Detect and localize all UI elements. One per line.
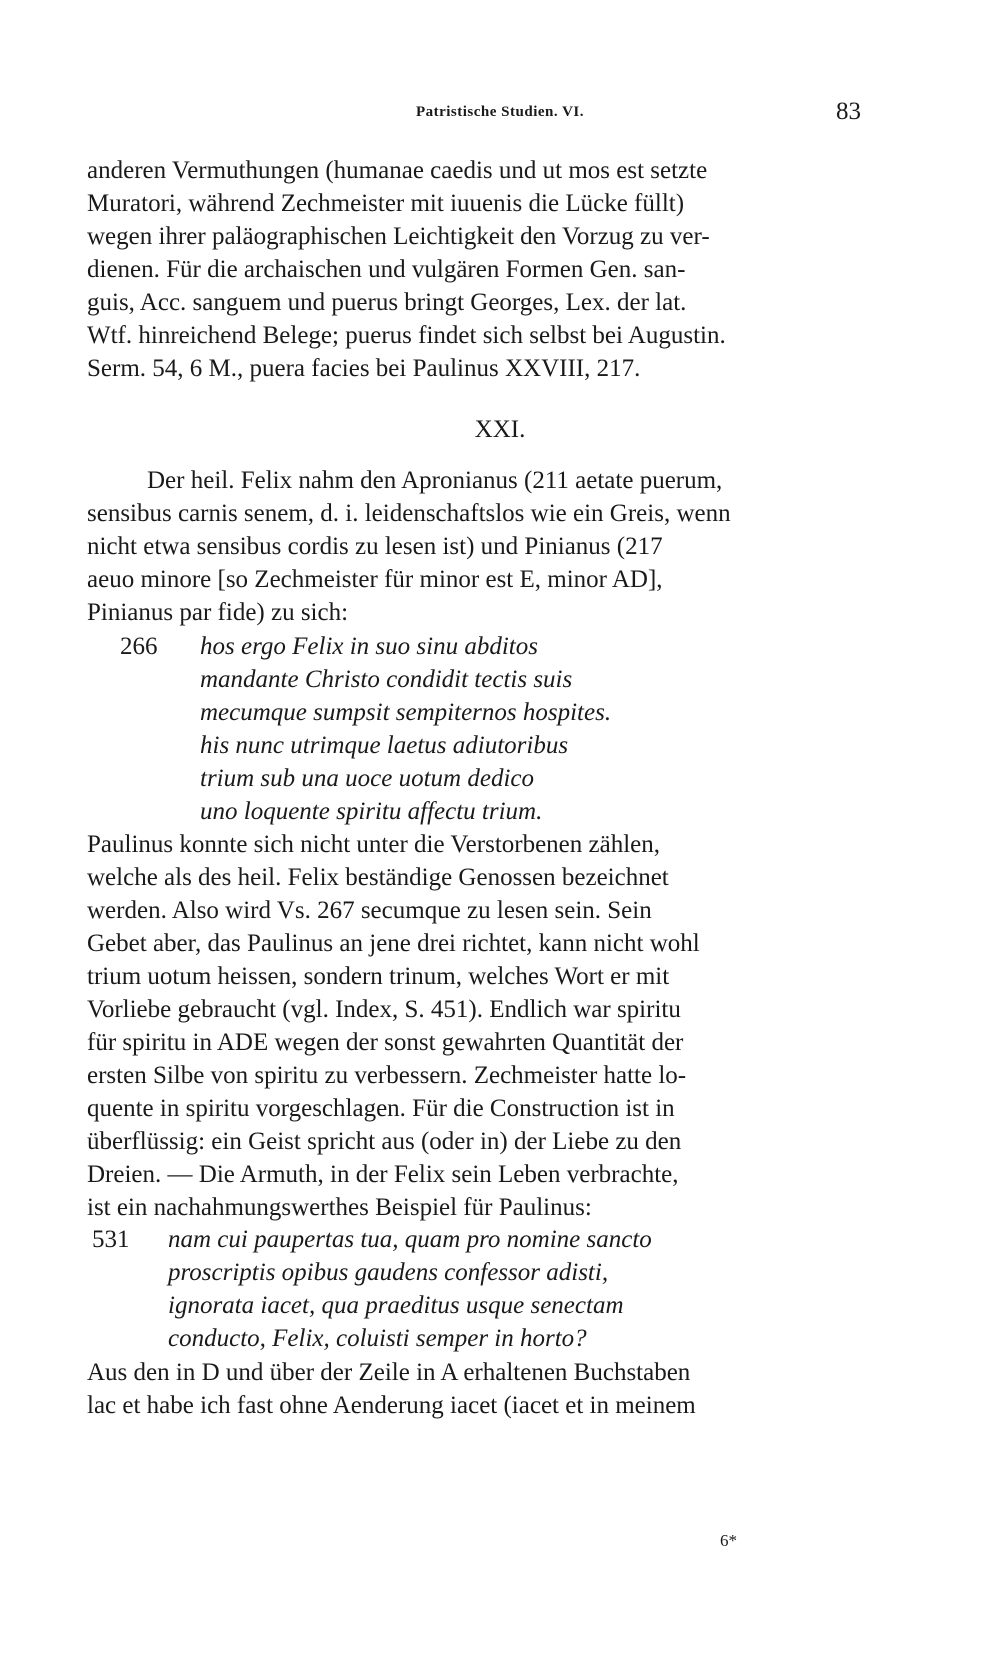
text-line: ersten Silbe von spiritu zu verbessern. Zechmeister hatte lo- <box>87 1062 687 1089</box>
text-line: nicht etwa sensibus cordis zu lesen ist) und Pinianus (217 <box>87 533 663 560</box>
paragraph-3 <box>87 828 841 1224</box>
text-line: Der heil. Felix nahm den Apronianus (211 aetate puerum, <box>147 467 723 494</box>
verse-line: proscriptis opibus gaudens confessor adisti, <box>168 1259 609 1286</box>
text-line: Aus den in D und über der Zeile in A erhaltenen Buchstaben <box>87 1359 691 1386</box>
verse-block-2 <box>92 1223 652 1355</box>
section-heading: XXI. <box>474 416 526 443</box>
text-line: guis, Acc. sanguem und puerus bringt Georges, Lex. der lat. <box>87 289 687 316</box>
verse-block-1 <box>120 630 611 828</box>
signature-mark: 6* <box>720 1531 737 1550</box>
verse-line: mecumque sumpsit sempiternos hospites. <box>200 699 612 726</box>
text-line: sensibus carnis senem, d. i. leidenschaftslos wie ein Greis, wenn <box>87 500 731 527</box>
text-line: Dreien. — Die Armuth, in der Felix sein Leben verbrachte, <box>87 1161 679 1188</box>
text-line: Muratori, während Zechmeister mit iuuenis die Lücke füllt) <box>87 190 685 217</box>
text-line: Paulinus konnte sich nicht unter die Verstorbenen zählen, <box>87 831 661 858</box>
text-line: Pinianus par fide) zu sich: <box>87 599 349 626</box>
verse-line: trium sub una uoce uotum dedico <box>200 765 534 792</box>
paragraph-4 <box>87 1356 841 1422</box>
running-title: Patristische Studien. VI. <box>415 104 585 120</box>
verse-line: his nunc utrimque laetus adiutoribus <box>200 732 569 759</box>
verse-line: uno loquente spiritu affectu trium. <box>200 798 543 825</box>
verse-line: nam cui paupertas tua, quam pro nomine sancto <box>168 1226 652 1253</box>
paragraph-1 <box>87 154 841 385</box>
verse-line: ignorata iacet, qua praeditus usque senectam <box>168 1292 624 1319</box>
page-number: 83 <box>836 98 861 125</box>
text-line: Vorliebe gebraucht (vgl. Index, S. 451). Endlich war spiritu <box>87 996 681 1023</box>
text-line: dienen. Für die archaischen und vulgären Formen Gen. san- <box>87 256 686 283</box>
text-line: trium uotum heissen, sondern trinum, welches Wort er mit <box>87 963 670 990</box>
text-line: quente in spiritu vorgeschlagen. Für die Construction ist in <box>87 1095 675 1122</box>
text-line: lac et habe ich fast ohne Aenderung iacet (iacet et in meinem <box>87 1392 696 1419</box>
verse-line: mandante Christo condidit tectis suis <box>200 666 573 693</box>
verse-line-number: 531 <box>92 1226 130 1253</box>
text-line: Wtf. hinreichend Belege; puerus findet sich selbst bei Augustin. <box>87 322 726 349</box>
text-line: Gebet aber, das Paulinus an jene drei richtet, kann nicht wohl <box>87 930 700 957</box>
verse-line-number: 266 <box>120 633 158 660</box>
text-line: Serm. 54, 6 M., puera facies bei Paulinus XXVIII, 217. <box>87 355 641 382</box>
verse-line: conducto, Felix, coluisti semper in horto? <box>168 1325 587 1352</box>
text-line: welche als des heil. Felix beständige Genossen bezeichnet <box>87 864 669 891</box>
text-line: ist ein nachahmungswerthes Beispiel für Paulinus: <box>87 1194 592 1221</box>
verse-line: hos ergo Felix in suo sinu abditos <box>200 633 538 660</box>
paragraph-2 <box>87 464 841 629</box>
text-line: für spiritu in ADE wegen der sonst gewahrten Quantität der <box>87 1029 684 1056</box>
text-line: überflüssig: ein Geist spricht aus (oder in) der Liebe zu den <box>87 1128 682 1155</box>
text-line: anderen Vermuthungen (humanae caedis und ut mos est setzte <box>87 157 708 184</box>
text-line: werden. Also wird Vs. 267 secumque zu lesen sein. Sein <box>87 897 652 924</box>
text-line: aeuo minore [so Zechmeister für minor est E, minor AD], <box>87 566 663 593</box>
text-line: wegen ihrer paläographischen Leichtigkeit den Vorzug zu ver- <box>87 223 710 250</box>
